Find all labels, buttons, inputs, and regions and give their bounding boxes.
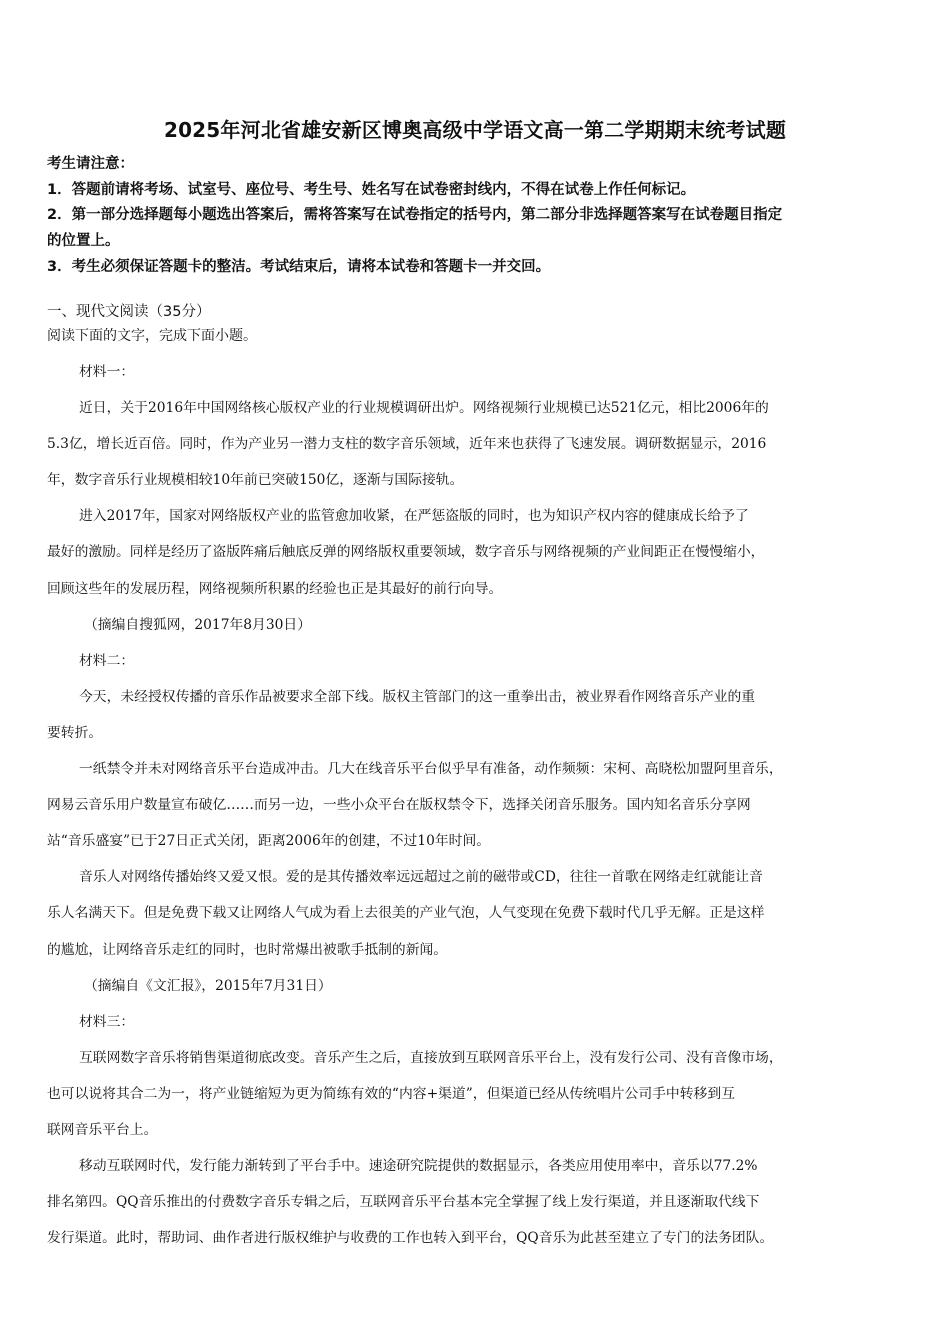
passage-line: 站“音乐盛宴”已于27日正式关闭，距离2006年的创建，不过10年时间。 xyxy=(47,833,491,850)
passage-line: 一纸禁令并未对网络音乐平台造成冲击。几大在线音乐平台似乎早有准备，动作频频：宋柯、高晓松加盟阿里音乐， xyxy=(79,761,783,778)
notice-heading: 考生请注意： xyxy=(47,156,134,172)
passage-line: 联网音乐平台上。 xyxy=(47,1121,158,1138)
reading-passage xyxy=(47,354,913,1256)
notice-item: 的位置上。 xyxy=(47,233,120,250)
section-instruction: 阅读下面的文字，完成下面小题。 xyxy=(47,328,257,344)
passage-line: 今天，未经授权传播的音乐作品被要求全部下线。版权主管部门的这一重拳出击，被业界看作网络音乐产业的重 xyxy=(79,688,756,705)
passage-line: 移动互联网时代，发行能力渐转到了平台手中。速途研究院提供的数据显示，各类应用使用率中，音乐以77.2% xyxy=(79,1158,758,1175)
source-citation: （摘编自《文汇报》，2015年7月31日） xyxy=(84,977,332,994)
passage-line: 要转折。 xyxy=(47,724,103,741)
material-label: 材料三： xyxy=(79,1013,135,1030)
passage-line: 最好的激励。同样是经历了盗版阵痛后触底反弹的网络版权重要领域，数字音乐与网络视频的产业间距正在慢慢缩小， xyxy=(47,544,765,561)
exam-title: 2025年河北省雄安新区博奥高级中学语文高一第二学期期末统考试题 xyxy=(163,118,787,142)
notice-item: 1．答题前请将考场、试室号、座位号、考生号、姓名写在试卷密封线内，不得在试卷上作任何标记。 xyxy=(47,181,696,198)
passage-line: 排名第四。QQ音乐推出的付费数字音乐专辑之后，互联网音乐平台基本完全掌握了线上发行渠道，并且逐渐取代线下 xyxy=(47,1194,760,1211)
passage-line: 乐人名满天下。但是免费下载又让网络人气成为看上去很美的产业气泡，人气变现在免费下载时代几乎无解。正是这样 xyxy=(47,905,765,922)
passage-line: 音乐人对网络传播始终又爱又恨。爱的是其传播效率远远超过之前的磁带或CD，往往一首歌在网络走红就能让音 xyxy=(79,869,763,886)
passage-line: 进入2017年，国家对网络版权产业的监管愈加收紧，在严惩盗版的同时，也为知识产权内容的健康成长给予了 xyxy=(79,508,749,525)
material-label: 材料一： xyxy=(79,364,135,380)
passage-line: 回顾这些年的发展历程，网络视频所积累的经验也正是其最好的前行向导。 xyxy=(47,580,503,597)
passage-line: 5.3亿，增长近百倍。同时，作为产业另一潜力支柱的数字音乐领域，近年来也获得了飞速发展。调研数据显示，2016 xyxy=(47,436,767,453)
passage-line: 互联网数字音乐将销售渠道彻底改变。音乐产生之后，直接放到互联网音乐平台上，没有发行公司、没有音像市场， xyxy=(79,1049,783,1066)
source-citation: （摘编自搜狐网，2017年8月30日） xyxy=(84,616,312,633)
material-label: 材料二： xyxy=(79,652,135,669)
notice-item: 2．第一部分选择题每小题选出答案后，需将答案写在试卷指定的括号内，第二部分非选择题答案写在试卷题目指定 xyxy=(47,207,783,224)
passage-line: 也可以说将其合二为一，将产业链缩短为更为简练有效的“内容+渠道”，但渠道已经从传统唱片公司手中转移到互 xyxy=(47,1085,735,1102)
notice-item: 3．考生必须保证答题卡的整洁。考试结束后，请将本试卷和答题卡一并交回。 xyxy=(47,258,551,275)
passage-line: 网易云音乐用户数量宣布破亿……而另一边，一些小众平台在版权禁令下，选择关闭音乐服务。国内知名音乐分享网 xyxy=(47,797,751,814)
passage-line: 的尴尬，让网络音乐走红的同时，也时常爆出被歌手抵制的新闻。 xyxy=(47,941,448,958)
section-heading: 一、现代文阅读（35分） xyxy=(47,304,211,320)
passage-line: 年，数字音乐行业规模相较10年前已突破150亿，逐渐与国际接轨。 xyxy=(47,472,464,489)
passage-line: 发行渠道。此时，帮助词、曲作者进行版权维护与收费的工作也转入到平台，QQ音乐为此甚至建立了专门的法务团队。 xyxy=(47,1230,774,1247)
candidate-notice xyxy=(47,152,917,281)
passage-line: 近日，关于2016年中国网络核心版权产业的行业规模调研出炉。网络视频行业规模已达521亿元，相比2006年的 xyxy=(79,400,769,417)
